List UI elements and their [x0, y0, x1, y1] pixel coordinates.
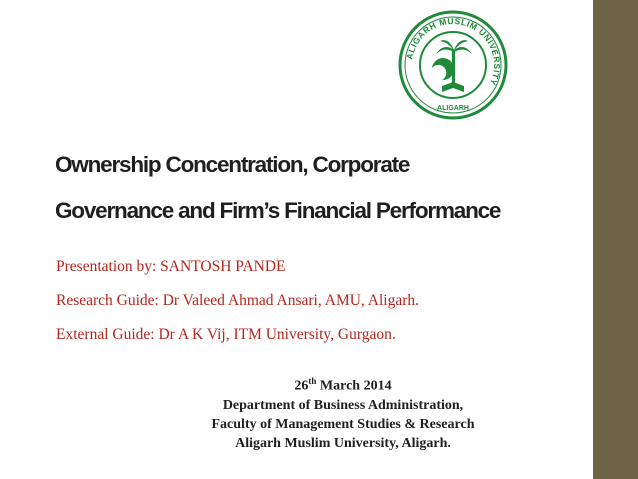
- presenter-line: Presentation by: SANTOSH PANDE: [56, 258, 286, 275]
- date-suffix: th: [308, 376, 317, 386]
- department-name: Department of Business Administration,: [222, 397, 464, 413]
- presentation-date: [150, 372, 536, 396]
- faculty-name: Faculty of Management Studies & Research: [211, 416, 475, 432]
- title-line-1: Ownership Concentration, Corporate: [55, 152, 410, 177]
- title-line-2: Governance and Firm’s Financial Performance: [55, 198, 501, 223]
- side-accent-bar: [593, 0, 638, 479]
- external-guide-line: External Guide: Dr A K Vij, ITM University, Gurgaon.: [56, 326, 396, 343]
- date-month-year: March 2014: [316, 378, 392, 394]
- research-guide-line: Research Guide: Dr Valeed Ahmad Ansari, AMU, Aligarh.: [56, 292, 420, 309]
- footer-info-block: [150, 372, 536, 453]
- svg-text:ALIGARH MUSLIM UNIVERSITY: ALIGARH MUSLIM UNIVERSITY: [404, 15, 503, 88]
- svg-text:ALIGARH: ALIGARH: [437, 105, 469, 112]
- university-seal-logo: [398, 10, 508, 120]
- university-name: Aligarh Muslim University, Aligarh.: [235, 435, 451, 451]
- date-day: 26: [294, 378, 309, 394]
- presentation-title: [55, 142, 500, 234]
